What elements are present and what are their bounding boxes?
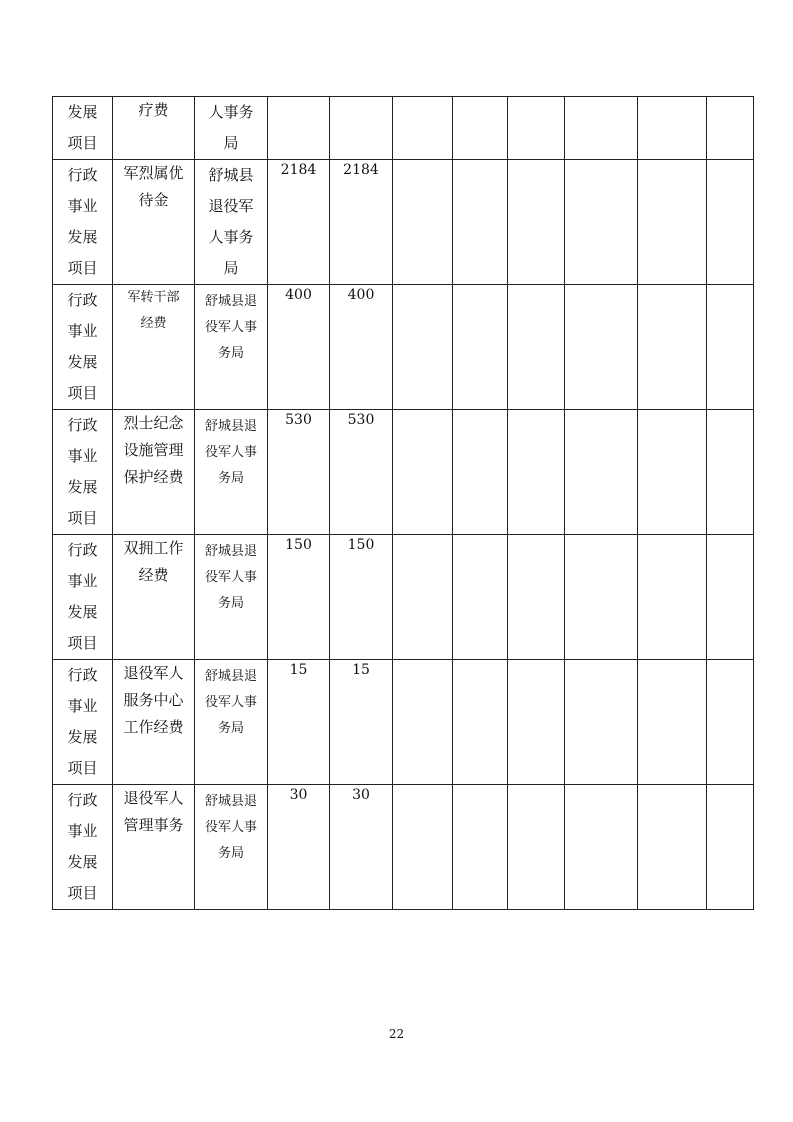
empty-cell (638, 660, 707, 785)
amount-total-cell: 30 (268, 785, 330, 910)
project-name-cell: 军转干部 经费 (113, 285, 195, 410)
empty-cell (638, 97, 707, 160)
empty-cell (638, 410, 707, 535)
project-name-cell: 双拥工作 经费 (113, 535, 195, 660)
amount-total-cell: 530 (268, 410, 330, 535)
empty-cell (707, 785, 754, 910)
empty-cell (707, 160, 754, 285)
category-cell: 行政 事业 发展 项目 (53, 660, 113, 785)
amount-a-cell: 2184 (330, 160, 393, 285)
empty-cell (393, 160, 453, 285)
department-cell: 舒城县退 役军人事 务局 (195, 285, 268, 410)
amount-total-cell: 400 (268, 285, 330, 410)
empty-cell (638, 285, 707, 410)
empty-cell (638, 785, 707, 910)
amount-total-cell: 150 (268, 535, 330, 660)
empty-cell (453, 285, 508, 410)
category-cell: 行政 事业 发展 项目 (53, 535, 113, 660)
amount-a-cell: 15 (330, 660, 393, 785)
category-cell: 发展 项目 (53, 97, 113, 160)
project-name-cell: 退役军人 管理事务 (113, 785, 195, 910)
empty-cell (508, 535, 565, 660)
department-cell: 舒城县退 役军人事 务局 (195, 535, 268, 660)
amount-a-cell: 150 (330, 535, 393, 660)
empty-cell (393, 535, 453, 660)
table-row (53, 660, 754, 785)
table-row (53, 785, 754, 910)
empty-cell (393, 785, 453, 910)
budget-table (52, 96, 754, 910)
empty-cell (393, 97, 453, 160)
amount-a-cell (330, 97, 393, 160)
table-row (53, 97, 754, 160)
empty-cell (393, 285, 453, 410)
empty-cell (707, 535, 754, 660)
amount-a-cell: 530 (330, 410, 393, 535)
department-cell: 舒城县退 役军人事 务局 (195, 785, 268, 910)
empty-cell (453, 785, 508, 910)
department-cell: 舒城县退 役军人事 务局 (195, 410, 268, 535)
empty-cell (508, 97, 565, 160)
amount-total-cell: 15 (268, 660, 330, 785)
empty-cell (508, 785, 565, 910)
empty-cell (565, 97, 638, 160)
empty-cell (453, 160, 508, 285)
empty-cell (707, 97, 754, 160)
empty-cell (565, 410, 638, 535)
project-name-cell: 烈士纪念 设施管理 保护经费 (113, 410, 195, 535)
page-number: 22 (388, 1027, 405, 1041)
empty-cell (453, 660, 508, 785)
department-cell: 舒城县 退役军 人事务 局 (195, 160, 268, 285)
table-row (53, 535, 754, 660)
table-row (53, 410, 754, 535)
amount-total-cell: 2184 (268, 160, 330, 285)
empty-cell (707, 660, 754, 785)
table-row (53, 285, 754, 410)
table-row (53, 160, 754, 285)
empty-cell (565, 285, 638, 410)
empty-cell (508, 160, 565, 285)
empty-cell (565, 660, 638, 785)
empty-cell (638, 535, 707, 660)
category-cell: 行政 事业 发展 项目 (53, 160, 113, 285)
empty-cell (508, 410, 565, 535)
empty-cell (508, 285, 565, 410)
department-cell: 人事务 局 (195, 97, 268, 160)
project-name-cell: 退役军人 服务中心 工作经费 (113, 660, 195, 785)
amount-a-cell: 400 (330, 285, 393, 410)
category-cell: 行政 事业 发展 项目 (53, 285, 113, 410)
empty-cell (393, 410, 453, 535)
empty-cell (453, 535, 508, 660)
empty-cell (453, 97, 508, 160)
empty-cell (508, 660, 565, 785)
empty-cell (453, 410, 508, 535)
category-cell: 行政 事业 发展 项目 (53, 785, 113, 910)
empty-cell (393, 660, 453, 785)
category-cell: 行政 事业 发展 项目 (53, 410, 113, 535)
empty-cell (707, 285, 754, 410)
amount-total-cell (268, 97, 330, 160)
amount-a-cell: 30 (330, 785, 393, 910)
empty-cell (565, 535, 638, 660)
project-name-cell: 军烈属优 待金 (113, 160, 195, 285)
empty-cell (565, 785, 638, 910)
empty-cell (565, 160, 638, 285)
empty-cell (638, 160, 707, 285)
department-cell: 舒城县退 役军人事 务局 (195, 660, 268, 785)
project-name-cell: 疗费 (113, 97, 195, 160)
empty-cell (707, 410, 754, 535)
